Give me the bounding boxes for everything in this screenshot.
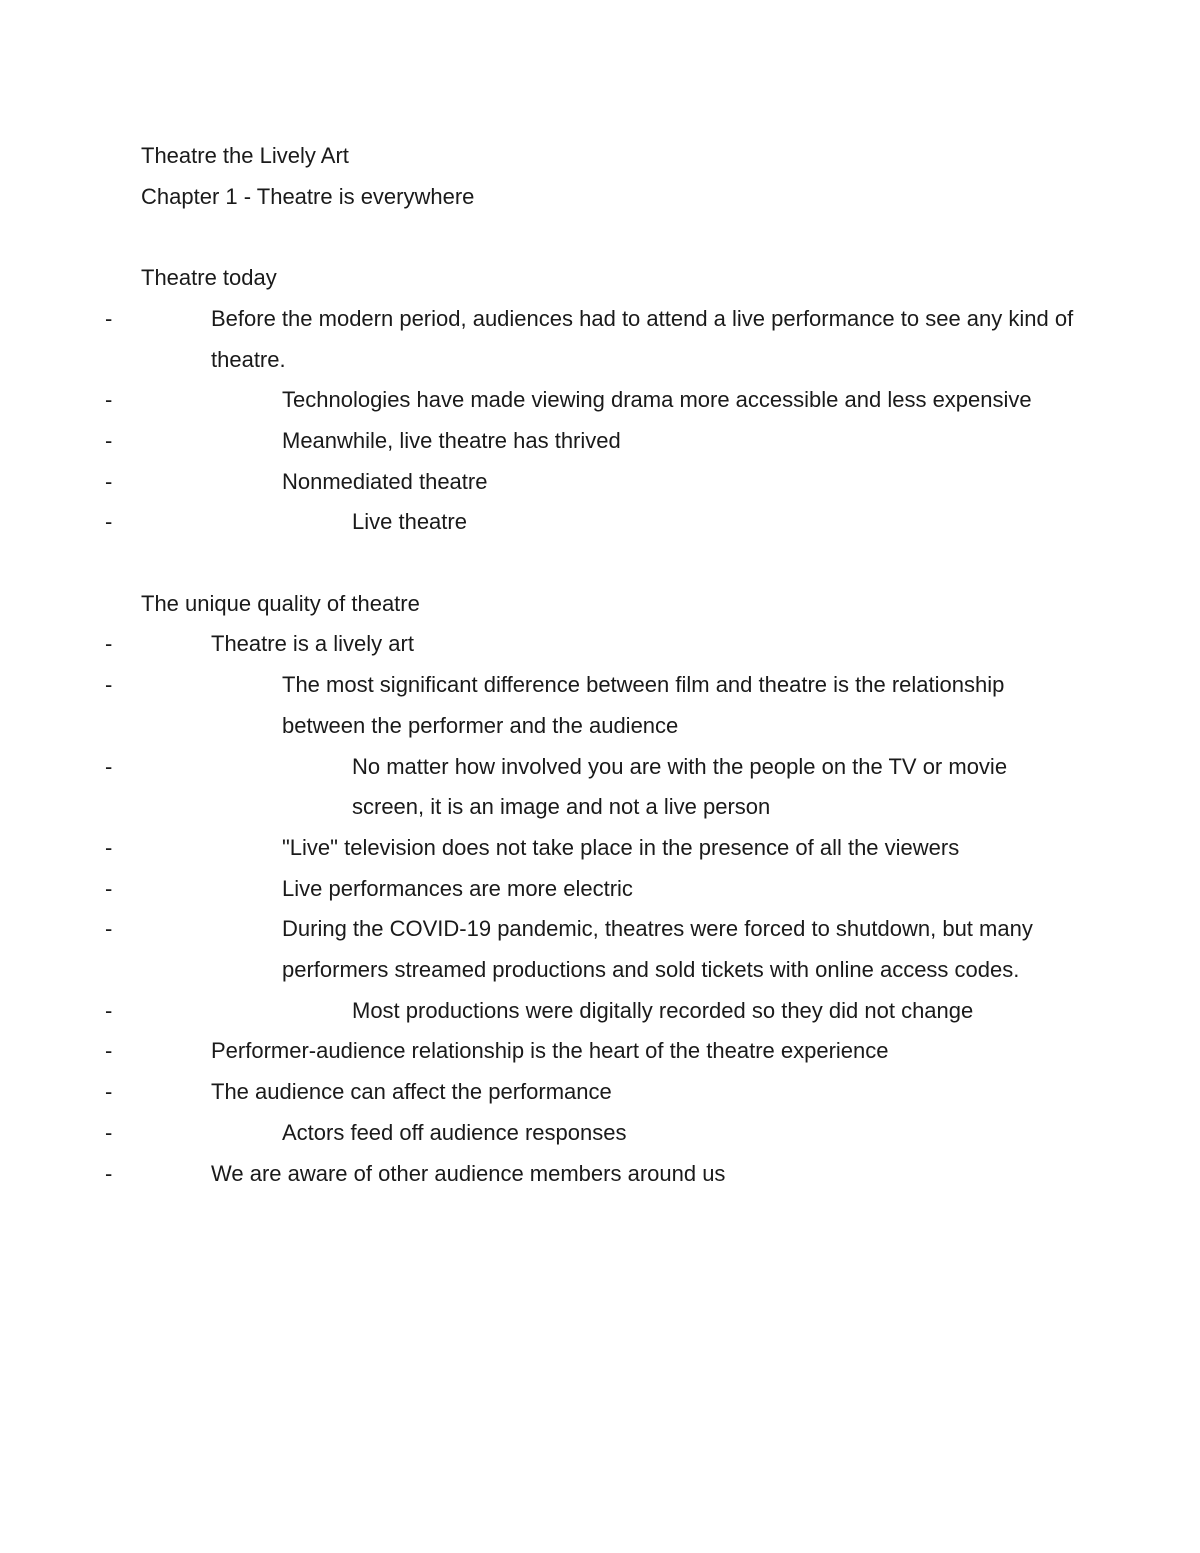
list-item <box>105 869 1081 910</box>
section-heading: The unique quality of theatre <box>141 590 420 616</box>
list-item-text: Actors feed off audience responses <box>282 1119 627 1145</box>
blank-line <box>141 217 1081 258</box>
blank-line <box>141 543 1081 584</box>
list-item <box>105 421 1081 462</box>
list-item <box>105 1031 1081 1072</box>
document-body <box>105 136 1081 1194</box>
bullet-dash: - <box>105 1119 113 1145</box>
list-item-text: During the COVID-19 pandemic, theatres were forced to shutdown, but many performers streamed productions and sold tickets with online access codes. <box>282 916 1033 983</box>
list-item-text: "Live" television does not take place in the presence of all the viewers <box>282 834 960 860</box>
list-item <box>105 1154 1081 1195</box>
list-item-text: Nonmediated theatre <box>282 468 488 494</box>
bullet-dash: - <box>105 916 113 942</box>
bullet-dash: - <box>105 509 113 535</box>
bullet-dash: - <box>105 1160 113 1186</box>
section-list <box>105 624 1081 1194</box>
list-item-text: Technologies have made viewing drama more accessible and less expensive <box>282 387 1032 413</box>
section-heading: Theatre today <box>141 265 277 291</box>
bullet-dash: - <box>105 753 113 779</box>
bullet-dash: - <box>105 468 113 494</box>
bullet-dash: - <box>105 672 113 698</box>
list-item <box>105 380 1081 421</box>
document-title: Theatre the Lively Art <box>141 143 349 168</box>
list-item <box>105 909 1081 990</box>
bullet-dash: - <box>105 997 113 1023</box>
list-item-text: Live performances are more electric <box>282 875 633 901</box>
list-item <box>105 624 1081 665</box>
list-item <box>105 299 1081 380</box>
list-item <box>105 665 1081 746</box>
list-item-text: Meanwhile, live theatre has thrived <box>282 427 621 453</box>
list-item <box>105 1113 1081 1154</box>
list-item <box>105 828 1081 869</box>
list-item-text: Live theatre <box>352 509 467 535</box>
list-item-text: Theatre is a lively art <box>211 631 414 657</box>
list-item-text: Performer-audience relationship is the heart of the theatre experience <box>211 1038 889 1064</box>
list-item-text: The audience can affect the performance <box>211 1079 612 1105</box>
bullet-dash: - <box>105 631 113 657</box>
bullet-dash: - <box>105 1079 113 1105</box>
list-item-text: Before the modern period, audiences had to attend a live performance to see any kind of theatre. <box>211 305 1074 372</box>
list-item <box>105 747 1081 828</box>
list-item-text: The most significant difference between film and theatre is the relationship between the performer and the audience <box>282 672 1005 738</box>
chapter-heading: Chapter 1 - Theatre is everywhere <box>141 183 475 209</box>
bullet-dash: - <box>105 1038 113 1064</box>
list-item <box>105 991 1081 1032</box>
list-item <box>105 462 1081 503</box>
bullet-dash: - <box>105 834 113 860</box>
list-item <box>105 502 1081 543</box>
list-item-text: Most productions were digitally recorded so they did not change <box>352 997 974 1023</box>
list-item <box>105 1072 1081 1113</box>
list-item-text: We are aware of other audience members around us <box>211 1160 726 1186</box>
bullet-dash: - <box>105 305 113 331</box>
bullet-dash: - <box>105 875 113 901</box>
section-list <box>105 299 1081 543</box>
bullet-dash: - <box>105 427 113 453</box>
list-item-text: No matter how involved you are with the people on the TV or movie screen, it is an image and not a live person <box>352 753 1008 820</box>
bullet-dash: - <box>105 387 113 413</box>
